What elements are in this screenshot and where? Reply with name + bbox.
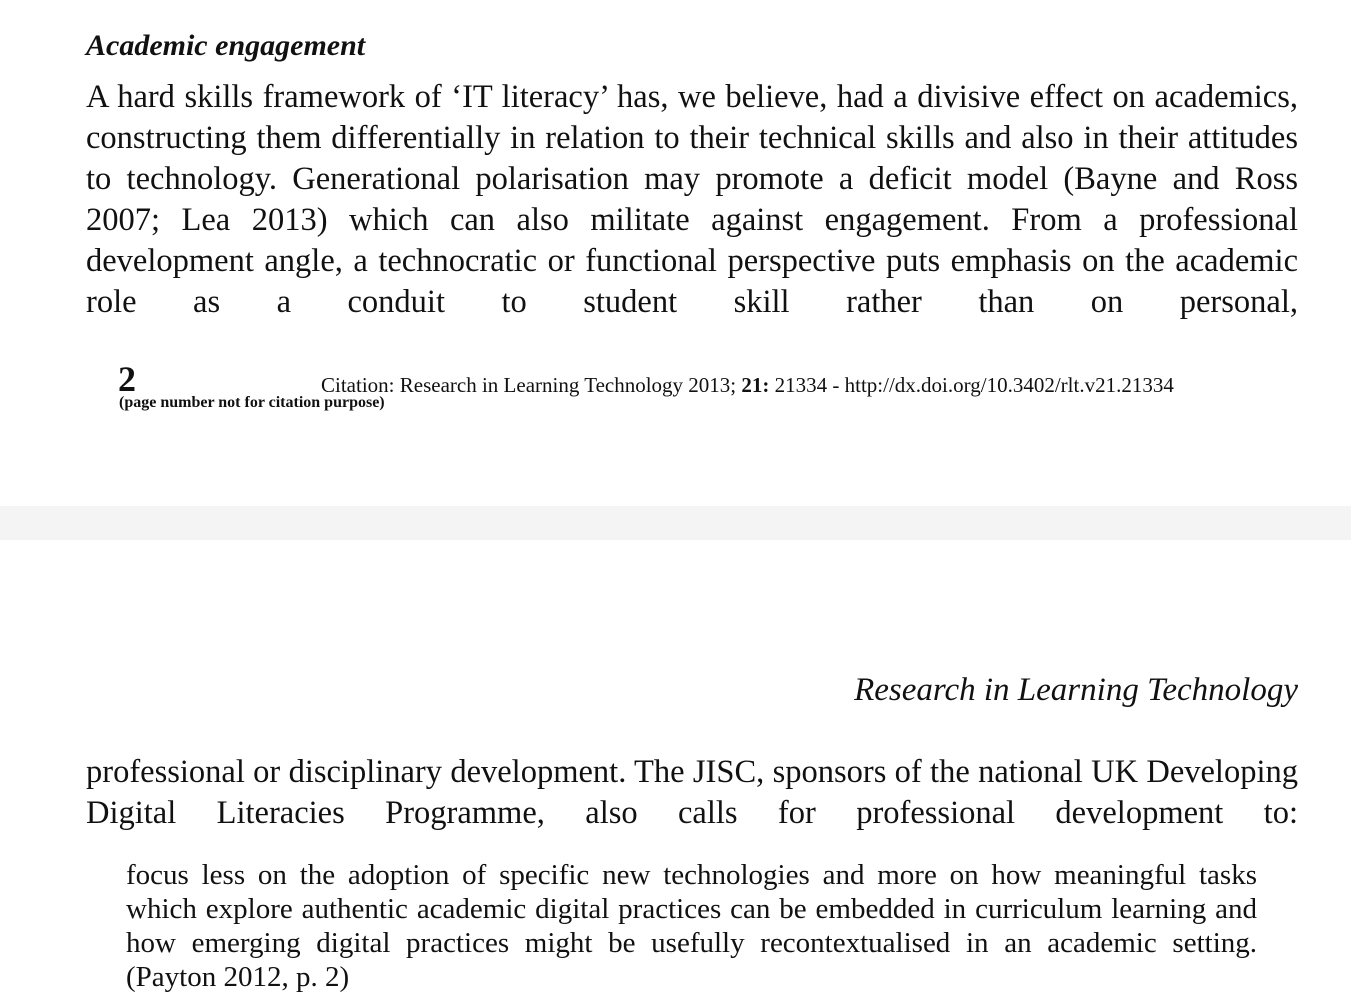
- body-paragraph: professional or disciplinary development. The JISC, sponsors of the national UK Developing Digital Literacies Programme, also calls for professional development to:: [86, 754, 1298, 831]
- citation-prefix: Citation: Research in Learning Technology 2013;: [321, 373, 742, 397]
- citation-suffix: 21334 - http://dx.doi.org/10.3402/rlt.v21.21334: [769, 373, 1174, 397]
- page-separator: [0, 506, 1351, 540]
- block-quote: focus less on the adoption of specific new technologies and more on how meaningful tasks which explore authentic academic digital practices can be embedded in curriculum learning and how emerging digital practices might be usefully recontextualised in an academic setting. (Payton 2012, p. 2): [126, 859, 1257, 993]
- citation-volume: 21:: [741, 373, 770, 397]
- page-number-note: (page number not for citation purpose): [119, 394, 385, 411]
- page-number: 2: [118, 359, 136, 399]
- citation-line: [321, 373, 1174, 397]
- page-footer: [118, 360, 1268, 420]
- body-paragraph: A hard skills framework of ‘IT literacy’ has, we believe, had a divisive effect on academics, constructing them differentially in relation to their technical skills and also in their attitudes to technology. Generational polarisation may promote a deficit model (Bayne and Ross 2007; Lea 2013) which can also militate against engagement. From a professional development angle, a technocratic or functional perspective puts emphasis on the academic role as a conduit to student skill rather than on personal,: [86, 79, 1298, 320]
- page-bottom: [0, 540, 1351, 1003]
- running-head: Research in Learning Technology: [854, 672, 1298, 708]
- section-heading: Academic engagement: [86, 29, 366, 62]
